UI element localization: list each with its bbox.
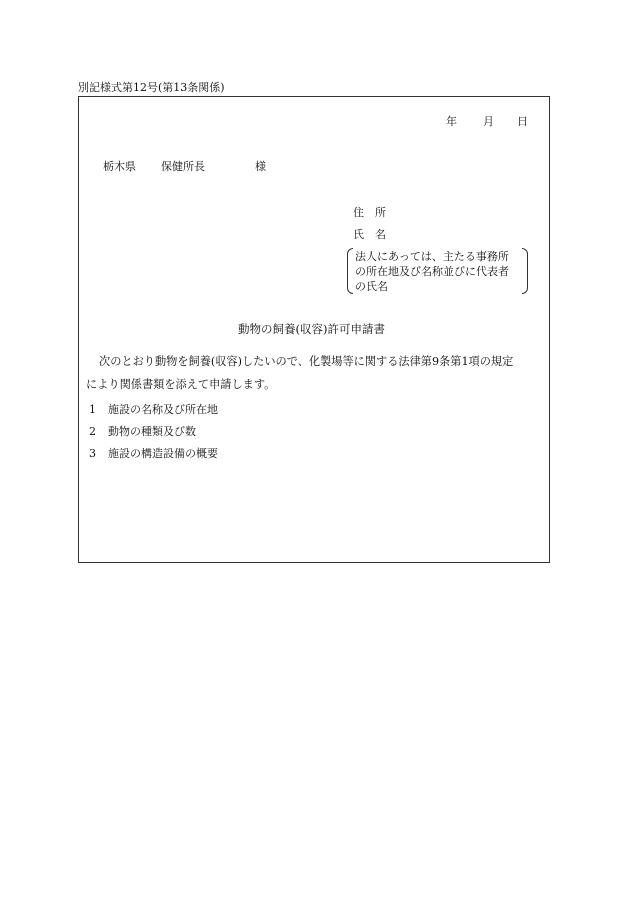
item-2-number: 2 <box>89 425 96 438</box>
body-line-1: 次のとおり動物を飼養(収容)したいので、化製場等に関する法律第9条第1項の規定 <box>99 355 514 368</box>
left-bracket <box>347 248 353 294</box>
document-title: 動物の飼養(収容)許可申請書 <box>238 322 385 336</box>
addressee-office: 保健所長 <box>161 160 205 173</box>
item-1-label: 施設の名称及び所在地 <box>108 403 218 416</box>
date-day: 日 <box>517 115 528 128</box>
item-2-label: 動物の種類及び数 <box>108 425 196 438</box>
address-label: 住 所 <box>353 206 386 219</box>
corporate-note-line-2: の所在地及び名称並びに代表者 <box>355 265 509 278</box>
date-month: 月 <box>483 115 494 128</box>
form-label: 別記様式第12号(第13条関係) <box>78 81 225 94</box>
body-line-2: により関係書類を添えて申請します。 <box>86 378 276 391</box>
addressee-honorific: 様 <box>255 160 266 173</box>
corporate-note-line-3: の氏名 <box>355 280 388 293</box>
item-1-number: 1 <box>89 403 96 416</box>
date-year: 年 <box>446 115 457 128</box>
item-3-label: 施設の構造設備の概要 <box>108 447 218 460</box>
item-3-number: 3 <box>89 447 96 460</box>
corporate-note-line-1: 法人にあっては、主たる事務所 <box>355 250 509 263</box>
right-bracket <box>522 248 528 294</box>
addressee-prefecture: 栃木県 <box>103 160 136 173</box>
name-label: 氏 名 <box>353 228 386 241</box>
